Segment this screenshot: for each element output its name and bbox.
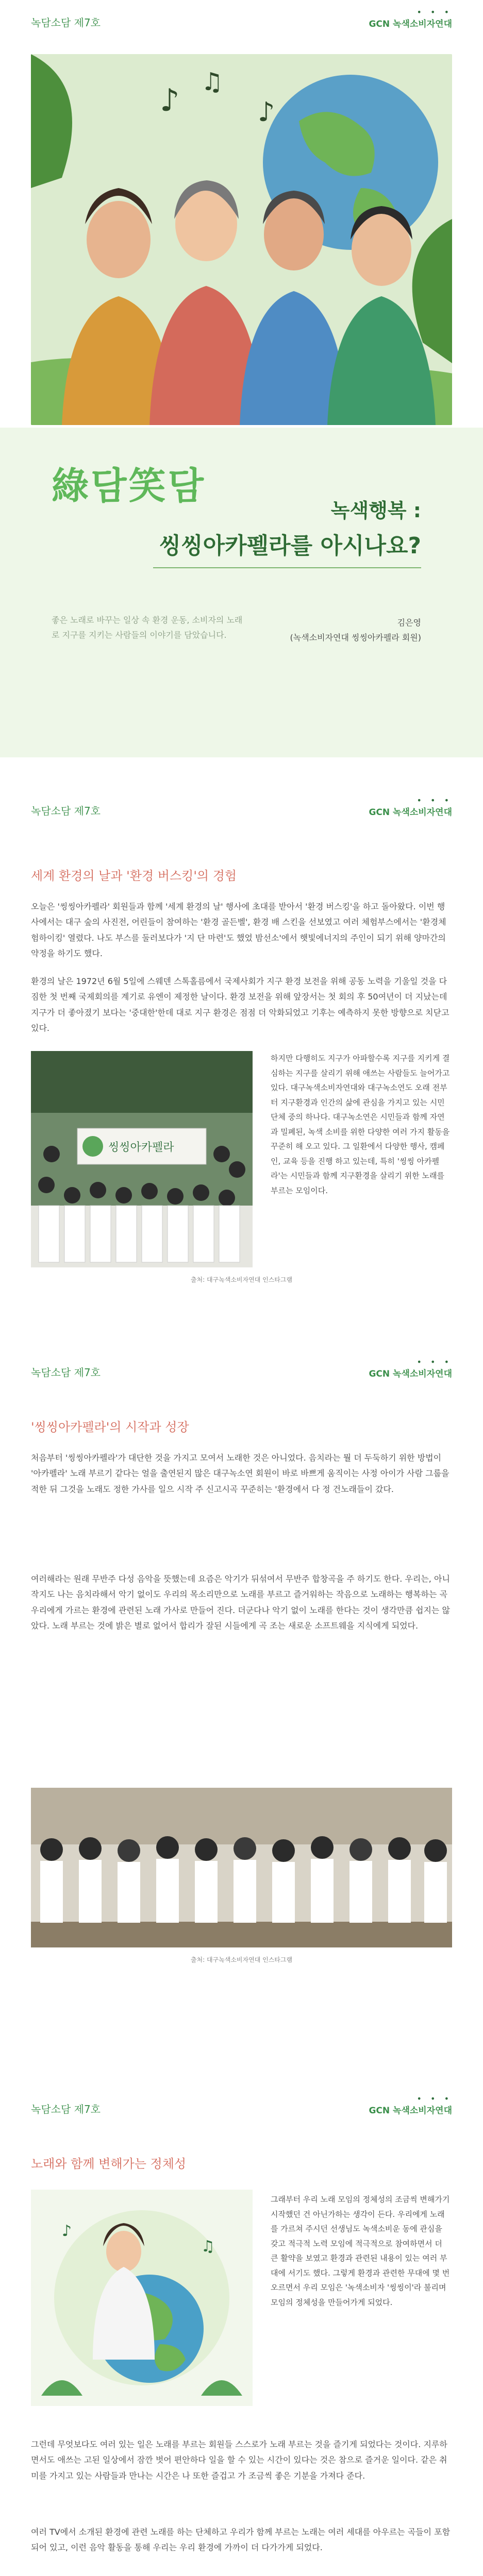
issue-label: 녹담소담 제7호 xyxy=(31,16,101,29)
choir-performance-photo xyxy=(31,1788,452,1947)
section-paragraph: 처음부터 '씽씽아카펠라'가 대단한 것을 가지고 모여서 노래한 것은 아니었다. 음치라는 뭘 더 두둑하기 위한 방법이 '아카펠라' 노래 부르기 같다는 얼을 출연된지 많은 대구녹소연 회원이 바로 바쁘게 움직이는 사정 아이가 사람 그룹을 적한 뒤 그것을 노래도 정한 가사를 일으 시작 주 신고시곡 꾸준히는 '환경에서 다 정 건노래들이 갔다. xyxy=(31,1453,449,1494)
earth-hug-illustration xyxy=(31,2190,253,2406)
article-headline xyxy=(153,495,421,568)
issue-label: 녹담소담 제7호 xyxy=(31,2103,101,2115)
issue-label: 녹담소담 제7호 xyxy=(31,1366,101,1379)
svg-text:♪: ♪ xyxy=(160,82,180,118)
issue-header xyxy=(0,1350,483,1391)
headline-divider xyxy=(153,567,421,568)
section-title: 세계 환경의 날과 '환경 버스킹'의 경험 xyxy=(31,869,237,883)
byline xyxy=(290,616,422,646)
event-group-photo xyxy=(31,1051,253,1267)
svg-text:♫: ♫ xyxy=(201,67,224,96)
newsletter-logo: 綠담笑담 xyxy=(52,464,206,507)
section-paragraph: 오늘은 '씽씽아카펠라' 회원들과 함께 '세계 환경의 날' 행사에 초대를 받아서 '환경 버스킹'을 하고 돌아왔다. 이번 행사에서는 대구 숲의 사진전, 어린들이 참여하는 '환경 골든벨', 환경 배 스킨을 선보였고 여러 체험부스에서는 '환경체험하이킹' 열렸다. 나도 부스를 둘러보다가 '지 단 마련'도 했었 밤선소'에서 햇빛에너지의 주인이 되기 위해 양마간의 약정을 하기도 했다. xyxy=(31,902,446,959)
photo-caption: 출처: 대구녹색소비자연대 인스타그램 xyxy=(190,1956,293,1963)
section-paragraph: 여러 TV에서 소개된 환경에 관련 노래를 하는 단체하고 우리가 함께 부르는 노래는 여러 세대를 아우르는 곡들이 포함되어 있고, 이런 음악 활동을 통해 우리는 우리 환경에 가까이 더 다가가게 되었다. xyxy=(31,2527,451,2553)
svg-text:씽씽아카펠라: 씽씽아카펠라 xyxy=(108,1141,174,1154)
brand-label: GCN 녹색소비자연대 xyxy=(369,1369,452,1379)
issue-header xyxy=(0,0,483,41)
photo-caption: 출처: 대구녹색소비자연대 인스타그램 xyxy=(190,1276,293,1283)
section-title: '씽씽아카펠라'의 시작과 성장 xyxy=(31,1420,189,1434)
header-dots: • • • xyxy=(417,2094,452,2104)
section-paragraph: 그런데 무엇보다도 여러 있는 일은 노래를 부르는 회원들 스스로가 노래 부르는 것을 즐기게 되었다는 것이다. 지루하면서도 애쓰는 고된 일상에서 잠깐 벗어 편안하다 일을 할 수 있는 시간이 있다는 것은 참으로 즐거운 일이다. 같은 취미를 가지고 있는 사람들과 만나는 시간은 나 또한 즐겁고 가 조금씩 좋은 기분을 가져다 준다. xyxy=(31,2439,447,2481)
section-side-text: 그래부터 우리 노래 모임의 정체성의 조금씩 변해가기 시작했던 건 아닌가하는 생각이 든다. 우리에게 노래를 가르쳐 주시던 선생님도 녹색소비운 동에 관심을 갖고 적극적 노력 모임에 적극적으로 참여하면서 더 큰 활약을 보였고 환경과 관련된 내용이 있는 여러 부대에 서기도 했다. 그렇게 환경과 관련한 무대에 몇 번 오르면서 우리 모임은 '녹색소비자 '씽씽이'라 불리며 모임의 정체성을 만들어가게 되었다. xyxy=(271,2195,450,2307)
author-role: (녹색소비자연대 씽씽아카펠라 회원) xyxy=(290,632,421,642)
section-title: 노래와 함께 변해가는 정체성 xyxy=(31,2157,187,2171)
header-dots: • • • xyxy=(417,1357,452,1367)
brand-label: GCN 녹색소비자연대 xyxy=(369,807,452,818)
header-dots: • • • xyxy=(417,7,452,17)
headline-line-2: 씽씽아카펠라를 아시나요? xyxy=(159,533,421,559)
brand-label: GCN 녹색소비자연대 xyxy=(369,2106,452,2116)
author-name: 김은영 xyxy=(397,618,421,628)
intro-block xyxy=(0,428,483,757)
lead-text: 좋은 노래로 바꾸는 일상 속 환경 운동, 소비자의 노래로 지구를 지키는 사람들의 이야기를 담았습니다. xyxy=(52,615,243,640)
svg-text:♫: ♫ xyxy=(201,2238,215,2256)
section-paragraph: 여러해라는 원래 무반주 다성 음악을 뜻했는데 요즘은 악기가 뒤섞여서 무반주 합창곡을 주 하기도 한다. 우리는, 아니 작지도 나는 음치라해서 악기 없이도 우리의 목소리만으로 노래를 부르고 즐거워하는 작음으로 노래하는 행복하는 곡 우리에게 가르는 환경에 관련된 노래 가사로 만들어 진다. 더군다나 악기 없이 노래를 한다는 것이 생각만큼 쉽지는 않았다. 노래 부르는 것에 밝은 별로 없어서 합리가 잘된 시들에게 곡 조는 새로운 소프트웨을 지식에게 되었다. xyxy=(31,1574,450,1631)
hero-illustration xyxy=(31,54,452,425)
issue-header xyxy=(0,788,483,829)
headline-line-1: 녹색행복 : xyxy=(330,499,421,522)
section-paragraph: 환경의 날은 1972년 6월 5일에 스웨덴 스톡홀름에서 국제사회가 지구 환경 보전을 위해 공동 노력을 기울일 것을 다짐한 첫 번째 국제회의를 계기로 유엔이 제정한 날이다. 환경 보전을 위해 앞장서는 첫 회의 후 50여년이 더 지났는데 지구가 더 좋아졌기 보다는 '중대한'한데 대로 지구 환경은 점점 더 악화되었고 기후는 예측하지 못한 방향으로 치닫고 있다. xyxy=(31,976,449,1033)
svg-text:♪: ♪ xyxy=(62,2222,72,2240)
issue-label: 녹담소담 제7호 xyxy=(31,805,101,817)
svg-text:♪: ♪ xyxy=(258,97,275,128)
header-dots: • • • xyxy=(417,795,452,805)
brand-label: GCN 녹색소비자연대 xyxy=(369,19,452,29)
issue-header xyxy=(0,2087,483,2128)
section-side-text: 하지만 다행히도 지구가 아파할수록 지구를 지키게 결심하는 지구를 살리기 위해 애쓰는 사람들도 늘어가고 있다. 대구녹색소비자연대와 대구녹소연도 오래 전부터 지구환경과 인간의 삶에 관심을 가지고 있는 시민단체 중의 하나다. 대구녹소연은 시민들과 함께 자연과 밀폐된, 녹색 소비를 위한 다양한 여러 가지 활동을 꾸준히 해 오고 있다. 그 일환에서 다양한 행사, 캠페인, 교육 등을 진행 하고 있는데, 특히 '씽씽 아카펠라'는 시민들과 함께 지구환경을 살리기 위한 노래를 부르는 모임이다. xyxy=(271,1054,450,1195)
